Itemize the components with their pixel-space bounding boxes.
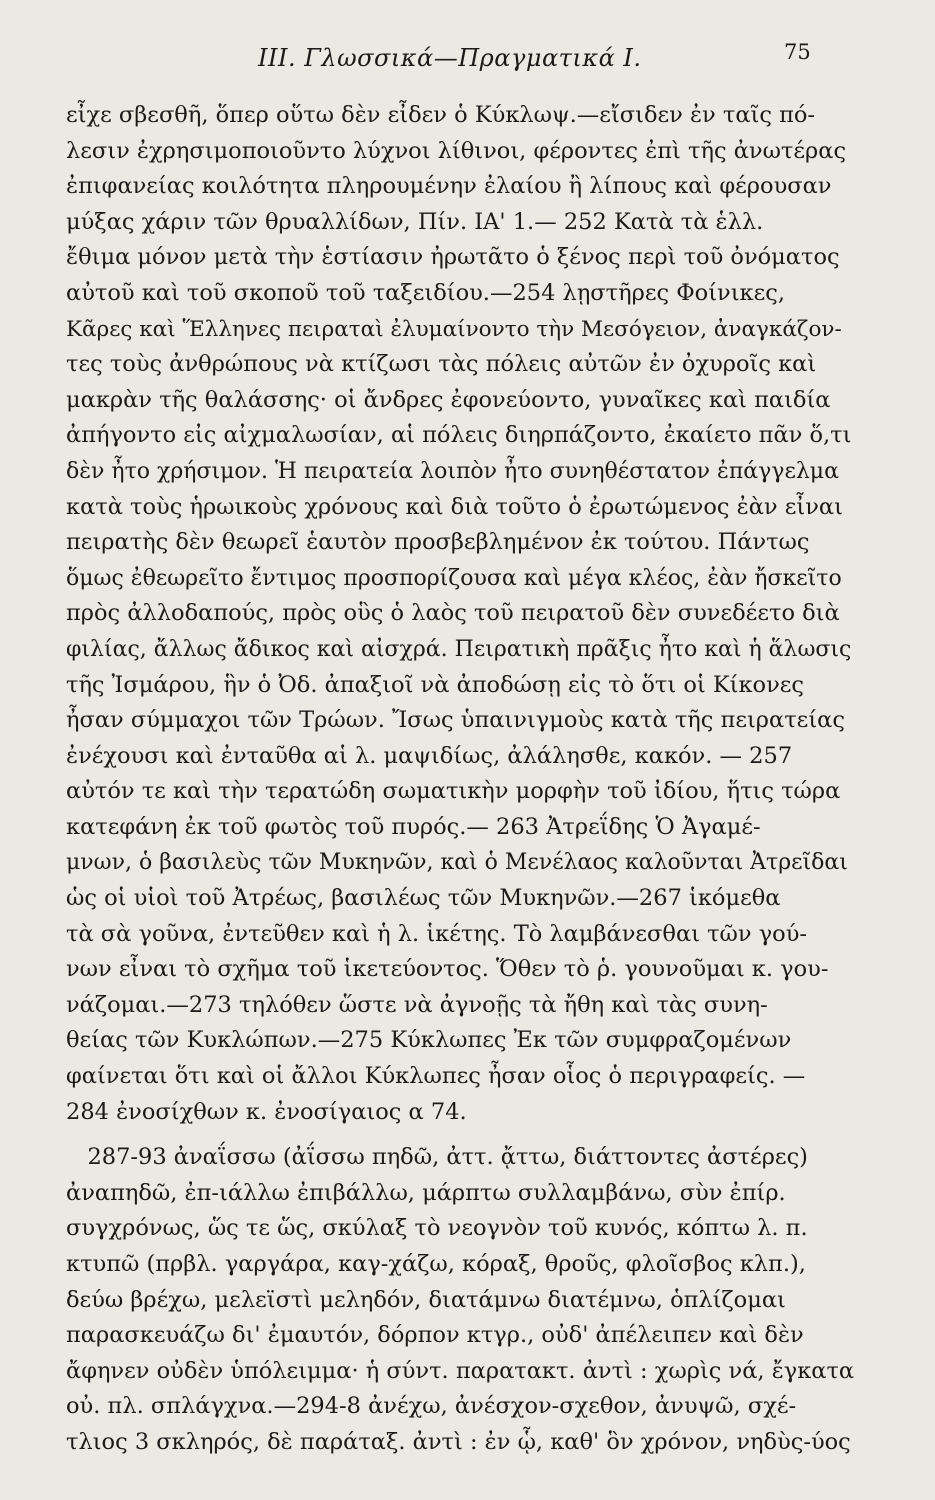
text-line: τὰ σὰ γοῦνα, ἐντεῦθεν καὶ ἡ λ. ἱκέτης. Τὸ λαμβάνεσθαι τῶν γού- <box>66 920 808 947</box>
text-line: 284 ἐνοσίχθων κ. ἐνοσίγαιος α 74. <box>66 1098 467 1125</box>
paragraph-commentary-1 <box>66 98 852 1130</box>
text-line: αὐτόν τε καὶ τὴν τερατώδη σωματικὴν μορφὴν τοῦ ἰδίου, ἥτις τώρα <box>66 778 841 805</box>
text-line: μύξας χάριν τῶν θρυαλλίδων, Πίν. ΙΑ' 1.— 252 Κατὰ τὰ ἑλλ. <box>66 208 764 235</box>
text-line: θείας τῶν Κυκλώπων.—275 Κύκλωπες Ἐκ τῶν συμφραζομένων <box>66 1027 792 1054</box>
text-line: δὲν ἦτο χρήσιμον. Ἡ πειρατεία λοιπὸν ἦτο συνηθέστατον ἐπάγγελμα <box>66 458 839 484</box>
text-line: πρὸς ἀλλοδαπούς, πρὸς οὓς ὁ λαὸς τοῦ πειρατοῦ δὲν συνεδέετο διὰ <box>66 600 840 627</box>
text-line: κατὰ τοὺς ἡρωικοὺς χρόνους καὶ διὰ τοῦτο ὁ ἐρωτώμενος ἐὰν εἶναι <box>66 493 843 520</box>
text-line: μακρὰν τῆς θαλάσσης· οἱ ἄνδρες ἐφονεύοντο, γυναῖκες καὶ παιδία <box>66 386 831 413</box>
text-line: τῆς Ἰσμάρου, ἣν ὁ Ὀδ. ἀπαξιοῖ νὰ ἀποδώσῃ εἰς τὸ ὅτι οἱ Κίκονες <box>66 671 805 698</box>
text-line: ἦσαν σύμμαχοι τῶν Τρώων. Ἴσως ὑπαινιγμοὺς κατὰ τῆς πειρατείας <box>66 707 845 734</box>
text-line: παρασκευάζω δι' ἐμαυτόν, δόρπον κτγρ., οὐδ' ἀπέλειπεν καὶ δὲν <box>66 1322 804 1349</box>
text-line: ὡς οἱ υἱοὶ τοῦ Ἀτρέως, βασιλέως τῶν Μυκηνῶν.—267 ἱκόμεθα <box>66 885 781 912</box>
paragraph-gap <box>66 1130 844 1140</box>
page-body <box>66 98 855 1461</box>
running-title: ΙΙΙ. Γλωσσικά—Πραγματικά Ι. <box>258 44 642 72</box>
text-line: κατεφάνη ἐκ τοῦ φωτὸς τοῦ πυρός.— 263 Ἀτρεΐδης Ὁ Ἀγαμέ- <box>66 813 761 840</box>
text-line: ἄφηνεν οὐδὲν ὑπόλειμμα· ἡ σύντ. παρατακτ. ἀντὶ : χωρὶς νά, ἔγκατα <box>66 1357 855 1384</box>
text-line: συγχρόνως, ὥς τε ὥς, σκύλαξ τὸ νεογνὸν τοῦ κυνός, κόπτω λ. π. <box>66 1215 808 1242</box>
text-line: ἀπήγοντο εἰς αἰχμαλωσίαν, αἱ πόλεις διηρπάζοντο, ἐκαίετο πᾶν ὅ,τι <box>66 422 852 449</box>
page-number: 75 <box>784 40 811 64</box>
text-line: ὅμως ἐθεωρεῖτο ἔντιμος προσπορίζουσα καὶ μέγα κλέος, ἐὰν ἤσκεῖτο <box>66 565 842 591</box>
text-line: αὐτοῦ καὶ τοῦ σκοποῦ τοῦ ταξειδίου.—254 λῃστῆρες Φοίνικες, <box>66 279 786 306</box>
text-line: νων εἶναι τὸ σχῆμα τοῦ ἱκετεύοντος. Ὅθεν τὸ ῥ. γουνοῦμαι κ. γου- <box>66 956 829 983</box>
text-line: φαίνεται ὅτι καὶ οἱ ἄλλοι Κύκλωπες ἦσαν οἷος ὁ περιγραφείς. — <box>66 1063 806 1090</box>
text-line: 287-93 ἀναΐσσω (ἀΐσσω πηδῶ, ἀττ. ᾄττω, διάττοντες ἀστέρες) <box>66 1144 808 1171</box>
text-line: νάζομαι.—273 τηλόθεν ὥστε νὰ ἀγνοῇς τὰ ἤθη καὶ τὰς συνη- <box>66 991 768 1018</box>
text-line: δεύω βρέχω, μελεϊστὶ μεληδόν, διατάμνω διατέμνω, ὁπλίζομαι <box>66 1286 786 1313</box>
text-line: ἐπιφανείας κοιλότητα πληρουμένην ἐλαίου ἢ λίπους καὶ φέρουσαν <box>66 173 832 200</box>
text-line: πειρατὴς δὲν θεωρεῖ ἑαυτὸν προσβεβλημένον ἐκ τούτου. Πάντως <box>66 529 810 556</box>
text-line: εἶχε σβεσθῆ, ὅπερ οὕτω δὲν εἶδεν ὁ Κύκλωψ.—εἴσιδεν ἐν ταῖς πό- <box>66 102 816 128</box>
text-line: τλιος 3 σκληρός, δὲ παράταξ. ἀντὶ : ἐν ᾧ, καθ' ὃν χρόνον, νηδὺς-ύος <box>66 1428 851 1455</box>
text-line: φιλίας, ἄλλως ἄδικος καὶ αἰσχρά. Πειρατικὴ πρᾶξις ἦτο καὶ ἡ ἅλωσις <box>66 636 852 662</box>
text-line: ἐνέχουσι καὶ ἐνταῦθα αἱ λ. μαψιδίως, ἀλάλησθε, κακόν. — 257 <box>66 742 793 769</box>
page-header <box>0 40 935 80</box>
text-line: οὐ. πλ. σπλάγχνα.—294-8 ἀνέχω, ἀνέσχον-σχεθον, ἀνυψῶ, σχέ- <box>66 1393 797 1420</box>
text-line: ἔθιμα μόνον μετὰ τὴν ἑστίασιν ἠρωτᾶτο ὁ ξένος περὶ τοῦ ὀνόματος <box>66 244 840 271</box>
text-line: Κᾶρες καὶ Ἕλληνες πειραταὶ ἐλυμαίνοντο τὴν Μεσόγειον, ἀναγκάζον- <box>66 316 842 342</box>
text-line: μνων, ὁ βασιλεὺς τῶν Μυκηνῶν, καὶ ὁ Μενέλαος καλοῦνται Ἀτρεῖδαι <box>66 850 848 876</box>
paragraph-commentary-2 <box>66 1140 855 1460</box>
text-line: λεσιν ἐχρησιμοποιοῦντο λύχνοι λίθινοι, φέροντες ἐπὶ τῆς ἀνωτέρας <box>66 137 847 164</box>
text-line: ἀναπηδῶ, ἐπ-ιάλλω ἐπιβάλλω, μάρπτω συλλαμβάνω, σὺν ἐπίρ. <box>66 1179 786 1206</box>
text-line: τες τοὺς ἀνθρώπους νὰ κτίζωσι τὰς πόλεις αὐτῶν ἐν ὀχυροῖς καὶ <box>66 351 817 378</box>
text-line: κτυπῶ (πρβλ. γαργάρα, καγ-χάζω, κόραξ, θροῦς, φλοῖσβος κλπ.), <box>66 1251 806 1277</box>
